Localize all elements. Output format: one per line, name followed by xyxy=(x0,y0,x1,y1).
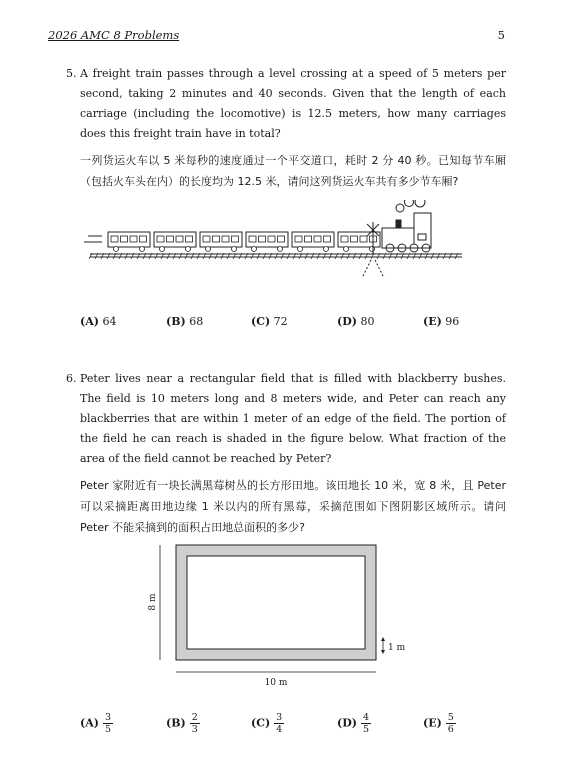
problem-5-choice xyxy=(166,315,203,328)
problem-6-text-en: Peter lives near a rectangular field that is filled with blackberry bushes. The field is 10 meters long and 8 meters wide, and Peter can reach any blackberries that are within 1 meter of an edge of the field. The portion of the field he can reach is shaded in the figure below. What fraction of the area of the field cannot be reached by Peter? xyxy=(80,372,506,465)
choice-value: 64 xyxy=(102,315,117,328)
carriage xyxy=(338,232,380,252)
choice-value: 72 xyxy=(273,315,288,328)
field-width-label: 8 m xyxy=(148,593,158,611)
problem-6-choice xyxy=(423,712,456,735)
fraction-denominator: 5 xyxy=(104,724,111,735)
fraction-numerator: 3 xyxy=(276,712,283,723)
choice-label: (C) xyxy=(251,716,271,730)
fraction-numerator: 2 xyxy=(191,712,198,723)
fraction-numerator: 3 xyxy=(104,712,111,723)
carriage xyxy=(246,232,288,252)
fraction-denominator: 6 xyxy=(447,724,454,735)
choice-label: (C) xyxy=(251,315,271,328)
choice-value: 68 xyxy=(189,315,204,328)
problem-5-choice xyxy=(423,315,459,328)
carriage xyxy=(200,232,242,252)
choice-label: (A) xyxy=(80,315,99,328)
choice-label: (E) xyxy=(423,716,442,730)
train-figure xyxy=(80,200,470,285)
band-width-label: 1 m xyxy=(388,643,406,653)
problem-6-choice xyxy=(80,712,113,735)
choice-label: (B) xyxy=(166,716,186,730)
choice-fraction xyxy=(446,712,456,735)
carriage xyxy=(108,232,150,252)
problem-6-text-zh: Peter 家附近有一块长满黑莓树丛的长方形田地。该田地长 10 米，宽 8 米，且 Peter 可以采摘距离田地边缘 1 米以内的所有黑莓，采摘范围如下图阴影区域所示。请问 Peter 不能采摘到的面积占田地总面积的多少? xyxy=(80,479,506,534)
field-figure xyxy=(140,540,410,690)
fraction-denominator: 3 xyxy=(191,724,198,735)
fraction-denominator: 5 xyxy=(362,724,369,735)
page-header xyxy=(48,28,505,42)
crossing-signal xyxy=(362,222,384,278)
problem-6-choice xyxy=(251,712,284,735)
choice-label: (D) xyxy=(337,716,357,730)
choice-label: (B) xyxy=(166,315,186,328)
choice-fraction xyxy=(361,712,371,735)
choice-fraction xyxy=(190,712,200,735)
choice-label: (D) xyxy=(337,315,357,328)
problem-6-number: 6. xyxy=(66,372,77,385)
problem-5-choice xyxy=(80,315,116,328)
problem-5 xyxy=(66,64,506,192)
fraction-denominator: 4 xyxy=(276,724,283,735)
choice-value: 80 xyxy=(360,315,375,328)
problem-5-choice xyxy=(337,315,374,328)
field-unreachable-area xyxy=(187,556,365,649)
railway-track xyxy=(89,253,462,259)
page-number: 5 xyxy=(497,28,505,42)
problem-5-number: 5. xyxy=(66,67,77,80)
fraction-numerator: 5 xyxy=(447,712,454,723)
carriage xyxy=(154,232,196,252)
carriage xyxy=(292,232,334,252)
choice-fraction xyxy=(274,712,284,735)
problem-5-text-zh: 一列货运火车以 5 米每秒的速度通过一个平交道口，耗时 2 分 40 秒。已知每节车厢（包括火车头在内）的长度均为 12.5 米，请问这列货运火车共有多少节车厢? xyxy=(80,154,506,188)
problem-6-choice xyxy=(166,712,200,735)
fraction-numerator: 4 xyxy=(362,712,369,723)
choice-label: (A) xyxy=(80,716,99,730)
problem-5-text-en: A freight train passes through a level crossing at a speed of 5 meters per second, taking 2 minutes and 40 seconds. Given that the length of each carriage (including the locomotive) is 12.5 meters, how many carriages does this freight train have in total? xyxy=(80,67,506,140)
problem-6-choice xyxy=(337,712,371,735)
carriages xyxy=(108,232,380,252)
choice-fraction xyxy=(103,712,113,735)
field-length-label: 10 m xyxy=(264,678,288,688)
problem-5-choice xyxy=(251,315,288,328)
locomotive xyxy=(382,200,431,252)
choice-label: (E) xyxy=(423,315,442,328)
choice-value: 96 xyxy=(445,315,460,328)
header-title: 2026 AMC 8 Problems xyxy=(48,28,180,42)
problem-6 xyxy=(66,369,506,538)
